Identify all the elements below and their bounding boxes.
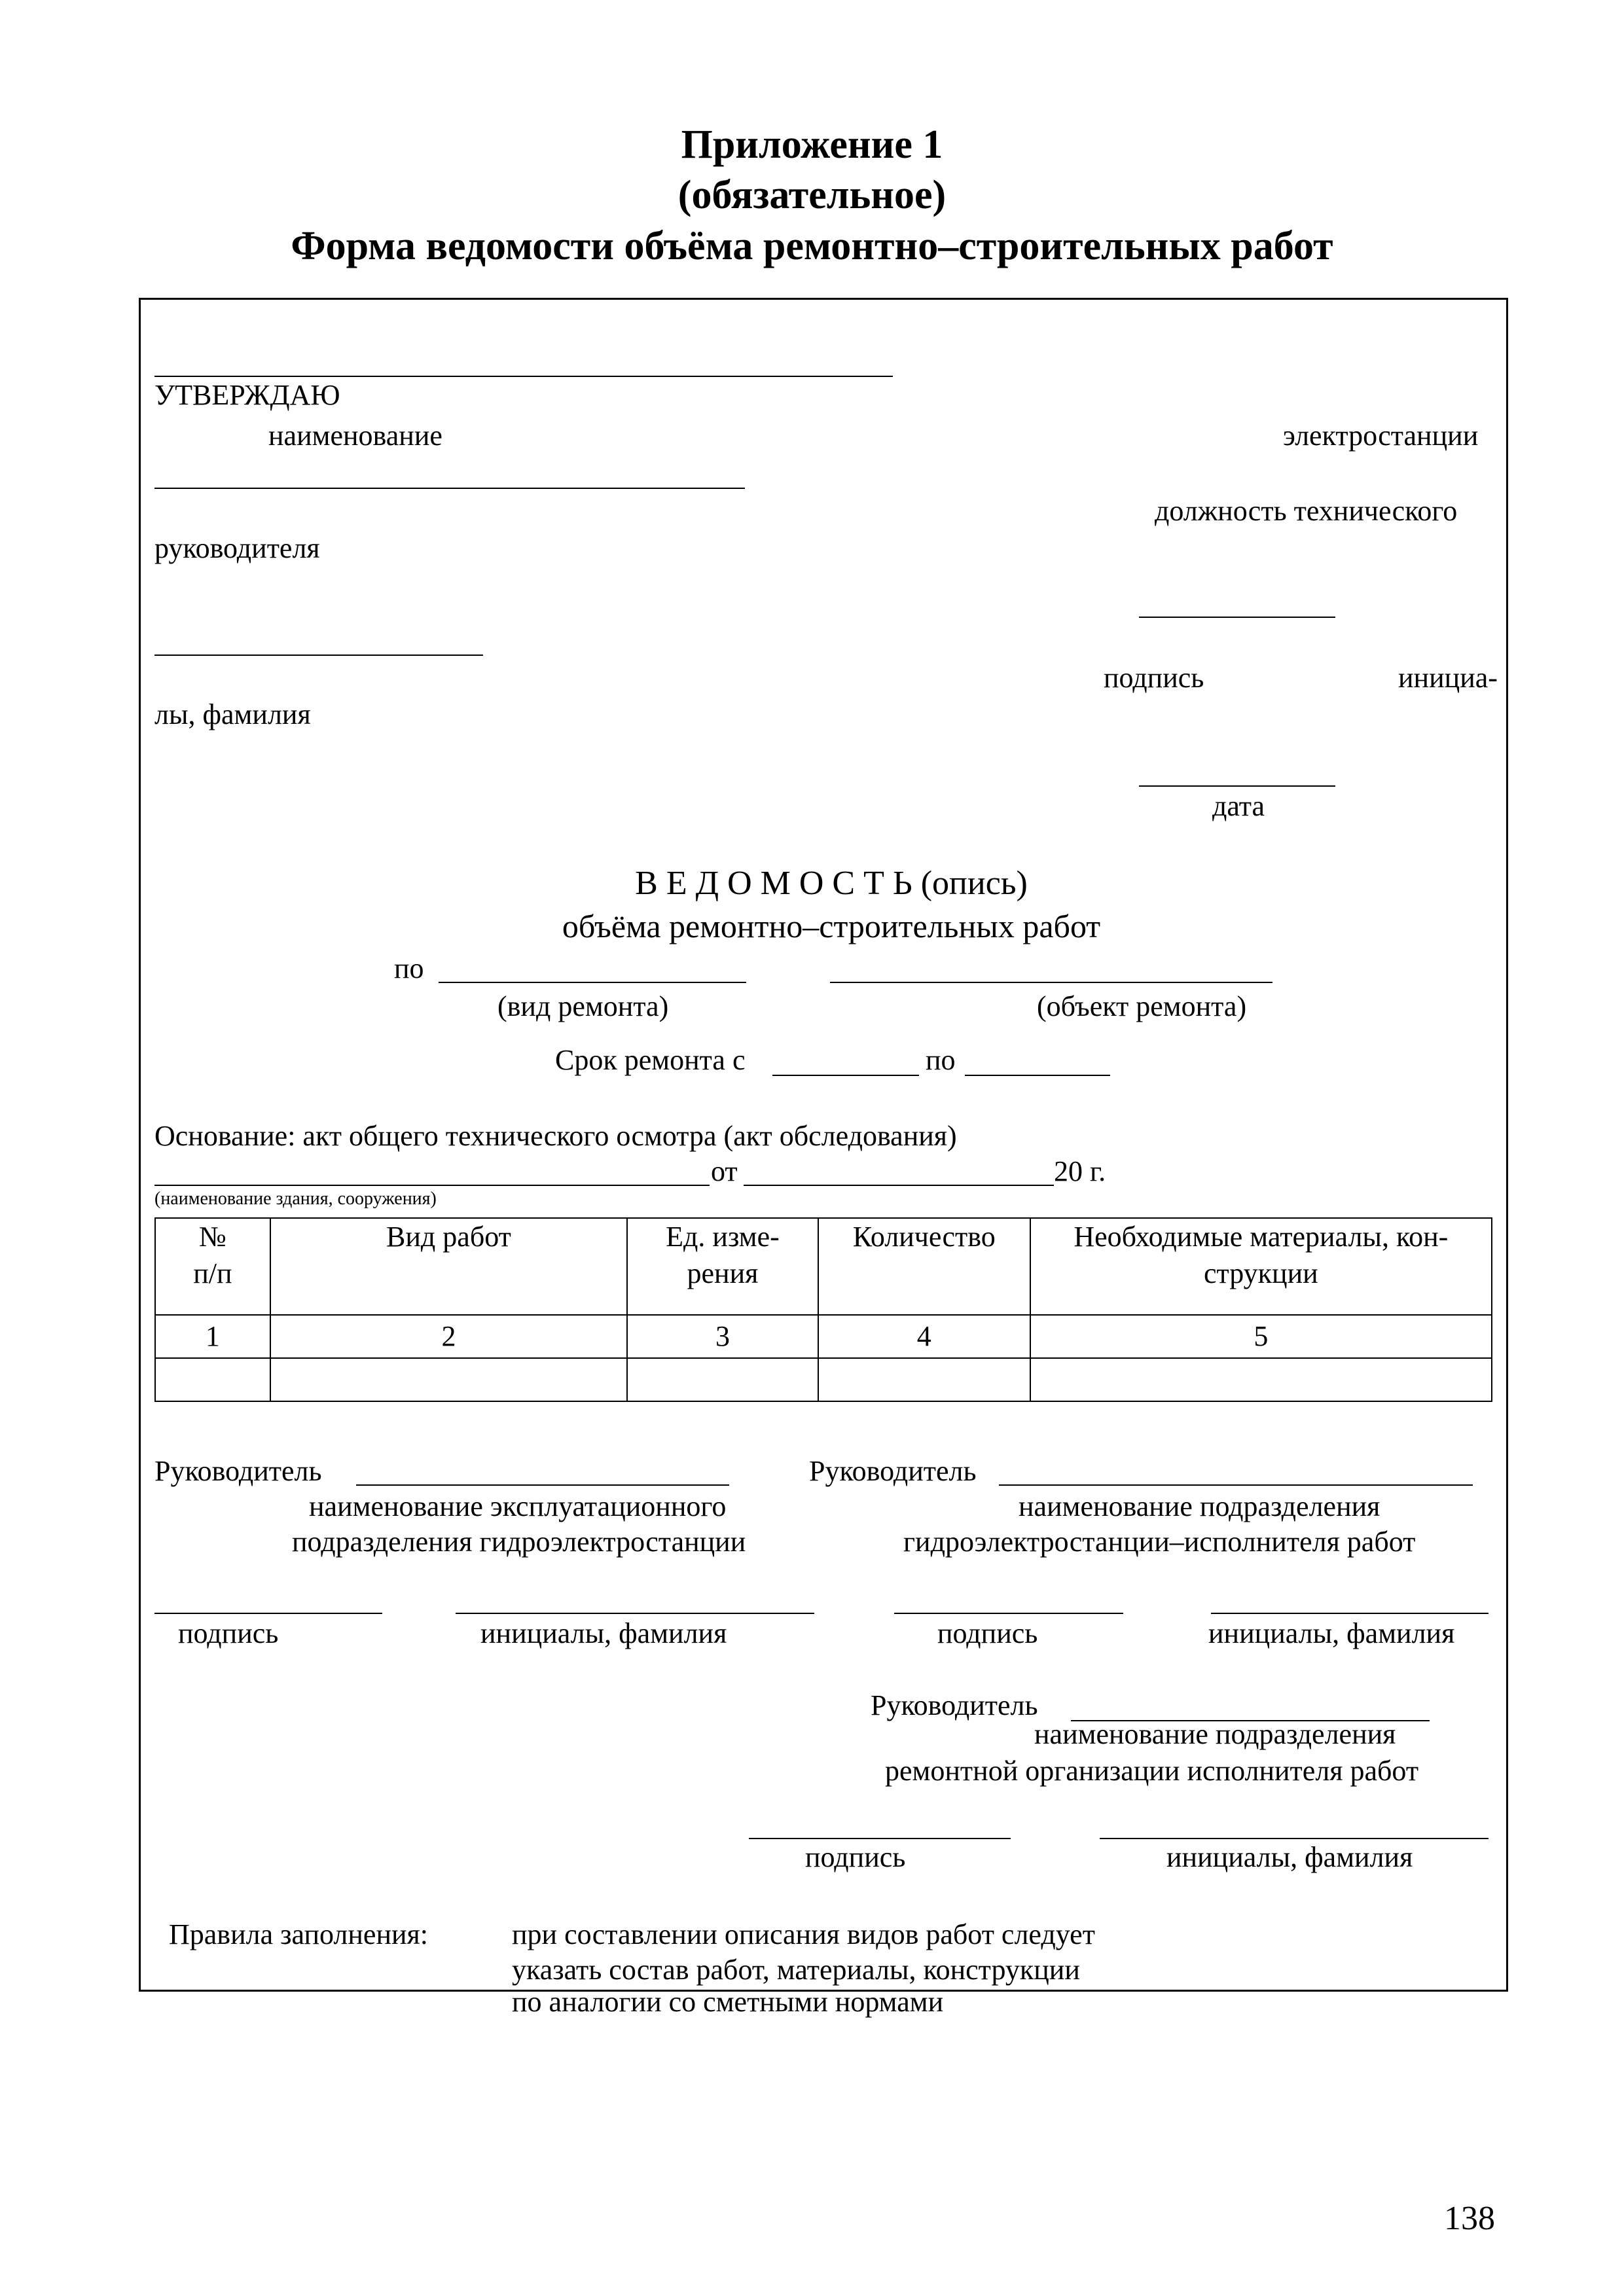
sign-caption-3: подпись (805, 1841, 906, 1873)
appendix-status: (обязательное) (677, 173, 947, 217)
rules-label: Правила заполнения: (169, 1918, 428, 1950)
date-line (1139, 785, 1335, 787)
term-from-label: Срок ремонта с (555, 1044, 746, 1076)
basis-caption: (наименование здания, сооружения) (154, 1189, 437, 1209)
sign-caption-approve: подпись (1104, 662, 1204, 694)
table-cell (155, 1358, 270, 1401)
head2-line (999, 1484, 1473, 1486)
head-caption: руководителя (154, 532, 320, 564)
approve-top-line (154, 376, 893, 377)
rules-line-1: при составлении описания видов работ следует (512, 1918, 1095, 1950)
position-caption: должность технического (1155, 495, 1458, 527)
basis-text: Основание: акт общего технического осмотра (акт обследования) (154, 1120, 957, 1152)
head1-label: Руководитель (154, 1455, 322, 1487)
basis-building-line (154, 1185, 710, 1186)
sign-line-2 (894, 1613, 1123, 1614)
column-number: 1 (155, 1315, 270, 1358)
sign-line-1 (154, 1613, 382, 1614)
table-cell (818, 1358, 1030, 1401)
station-name-caption: наименование (268, 420, 442, 452)
initials-line-3 (1100, 1838, 1489, 1839)
initials-caption-approve-a: инициа- (1398, 662, 1498, 694)
repair-type-line (439, 982, 746, 983)
doc-subtitle: объёма ремонтно–строительных работ (562, 908, 1101, 944)
sign-caption-1: подпись (178, 1617, 279, 1649)
table-cell (270, 1358, 627, 1401)
works-table (154, 1217, 1492, 1402)
date-caption: дата (1212, 790, 1265, 822)
sign-line-3 (749, 1838, 1011, 1839)
table-header-row (155, 1218, 1492, 1315)
head2-caption-2: гидроэлектростанции–исполнителя работ (903, 1526, 1416, 1558)
table-cell (627, 1358, 818, 1401)
sign-caption-2: подпись (937, 1617, 1038, 1649)
initials-line-1 (456, 1613, 814, 1614)
head2-label: Руководитель (809, 1455, 977, 1487)
form-title: Форма ведомости объёма ремонтно–строительных работ (291, 224, 1333, 268)
repair-type-caption: (вид ремонта) (497, 990, 669, 1022)
header-cell-quantity: Количество (818, 1218, 1030, 1315)
head3-caption-1: наименование подразделения (1034, 1718, 1396, 1750)
rules-line-3: по аналогии со сметными нормами (512, 1986, 944, 2018)
initials-line-2 (1211, 1613, 1489, 1614)
header-cell-materials: Необходимые материалы, кон- струкции (1030, 1218, 1492, 1315)
head1-caption-2: подразделения гидроэлектростанции (292, 1526, 746, 1558)
column-number: 3 (627, 1315, 818, 1358)
basis-from-label: от (711, 1155, 738, 1187)
initials-caption-1: инициалы, фамилия (480, 1617, 727, 1649)
page-number: 138 (1444, 2200, 1495, 2237)
approve-label: УТВЕРЖДАЮ (154, 379, 340, 411)
head3-label: Руководитель (871, 1689, 1038, 1721)
head3-caption-2: ремонтной организации исполнителя работ (885, 1755, 1419, 1787)
po-label: по (394, 952, 424, 984)
basis-year: 20 г. (1054, 1155, 1106, 1187)
rules-line-2: указать состав работ, материалы, конструкции (512, 1954, 1080, 1986)
doc-title: В Е Д О М О С Т Ь (опись) (635, 865, 1028, 902)
term-from-line (772, 1075, 919, 1076)
table-cell (1030, 1358, 1492, 1401)
station-caption: электростанции (1283, 420, 1479, 452)
initials-line-approve (154, 655, 483, 656)
table-number-row (155, 1315, 1492, 1358)
term-to-line (965, 1075, 1110, 1076)
head1-caption-1: наименование эксплуатационного (309, 1490, 727, 1522)
table-empty-row (155, 1358, 1492, 1401)
initials-caption-approve-b: лы, фамилия (154, 698, 311, 730)
column-number: 4 (818, 1315, 1030, 1358)
basis-date-line (744, 1185, 1054, 1186)
column-number: 5 (1030, 1315, 1492, 1358)
repair-object-line (830, 982, 1272, 983)
sign-line-approve (1139, 617, 1335, 618)
repair-object-caption: (объект ремонта) (1037, 990, 1247, 1022)
column-number: 2 (270, 1315, 627, 1358)
header-cell-unit: Ед. изме- рения (627, 1218, 818, 1315)
header-cell-number: № п/п (155, 1218, 270, 1315)
term-to-label: по (926, 1044, 956, 1076)
header-cell-work-type: Вид работ (270, 1218, 627, 1315)
position-line (154, 488, 745, 489)
initials-caption-2: инициалы, фамилия (1208, 1617, 1455, 1649)
head1-line (356, 1484, 729, 1486)
head2-caption-1: наименование подразделения (1019, 1490, 1380, 1522)
appendix-title: Приложение 1 (681, 122, 943, 167)
initials-caption-3: инициалы, фамилия (1166, 1841, 1413, 1873)
